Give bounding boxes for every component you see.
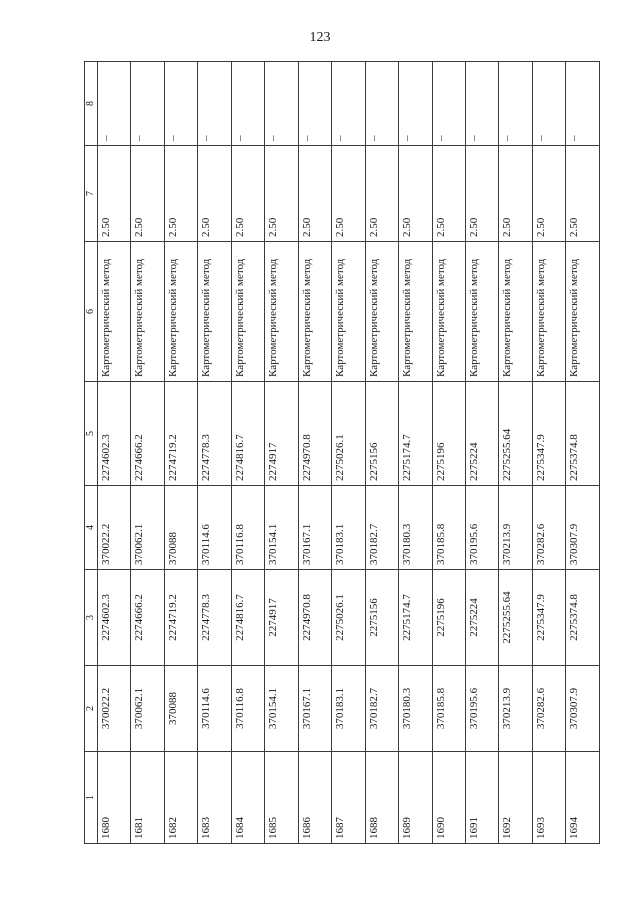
coordinate-cell: 2274666.2	[131, 570, 164, 666]
coordinate-cell: 2275347.9	[532, 570, 565, 666]
accuracy-cell: 2.50	[332, 146, 365, 242]
method-cell: Картометрический метод	[198, 242, 231, 382]
point-number-cell: 1688	[365, 752, 398, 844]
coordinate-cell: 2274602.3	[98, 570, 131, 666]
coordinate-cell: 2275374.8	[566, 570, 600, 666]
accuracy-cell: 2.50	[198, 146, 231, 242]
dash-cell: –	[98, 62, 131, 146]
point-number-cell: 1685	[265, 752, 298, 844]
coordinate-cell: 2274816.7	[231, 570, 264, 666]
coordinate-cell: 370154.1	[265, 666, 298, 752]
coordinate-cell: 2275255.64	[499, 570, 532, 666]
coordinate-cell: 370088	[164, 666, 197, 752]
method-cell: Картометрический метод	[131, 242, 164, 382]
table-header-row	[85, 62, 98, 844]
coordinate-cell: 2275026.1	[332, 570, 365, 666]
coordinate-cell: 370195.6	[465, 486, 498, 570]
dash-cell: –	[231, 62, 264, 146]
dash-cell: –	[432, 62, 465, 146]
coordinate-cell: 370213.9	[499, 486, 532, 570]
point-number-cell: 1694	[566, 752, 600, 844]
table-row	[131, 62, 164, 844]
coordinate-cell: 370062.1	[131, 486, 164, 570]
coordinate-cell: 370088	[164, 486, 197, 570]
header-cell: 2	[85, 666, 98, 752]
accuracy-cell: 2.50	[98, 146, 131, 242]
coordinate-cell: 370154.1	[265, 486, 298, 570]
coordinate-cell: 370116.8	[231, 486, 264, 570]
method-cell: Картометрический метод	[298, 242, 331, 382]
accuracy-cell: 2.50	[298, 146, 331, 242]
accuracy-cell: 2.50	[465, 146, 498, 242]
table-row	[365, 62, 398, 844]
coordinate-cell: 370213.9	[499, 666, 532, 752]
method-cell: Картометрический метод	[465, 242, 498, 382]
coordinate-cell: 370195.6	[465, 666, 498, 752]
accuracy-cell: 2.50	[265, 146, 298, 242]
table-row	[432, 62, 465, 844]
accuracy-cell: 2.50	[131, 146, 164, 242]
coordinate-cell: 2275224	[465, 382, 498, 486]
method-cell: Картометрический метод	[98, 242, 131, 382]
table-row	[499, 62, 532, 844]
page-number: 123	[309, 30, 331, 45]
method-cell: Картометрический метод	[432, 242, 465, 382]
coordinate-cell: 370116.8	[231, 666, 264, 752]
table-row	[566, 62, 600, 844]
coordinate-cell: 2274816.7	[231, 382, 264, 486]
accuracy-cell: 2.50	[532, 146, 565, 242]
coordinate-cell: 370114.6	[198, 666, 231, 752]
coordinate-cell: 2274719.2	[164, 382, 197, 486]
table-row	[198, 62, 231, 844]
header-cell: 1	[85, 752, 98, 844]
coordinate-cell: 2274970.8	[298, 382, 331, 486]
method-cell: Картометрический метод	[265, 242, 298, 382]
point-number-cell: 1682	[164, 752, 197, 844]
point-number-cell: 1686	[298, 752, 331, 844]
coordinate-cell: 2275026.1	[332, 382, 365, 486]
coordinate-cell: 370180.3	[399, 666, 432, 752]
coordinate-cell: 2274970.8	[298, 570, 331, 666]
method-cell: Картометрический метод	[365, 242, 398, 382]
point-number-cell: 1687	[332, 752, 365, 844]
coordinate-cell: 2275156	[365, 570, 398, 666]
method-cell: Картометрический метод	[332, 242, 365, 382]
point-number-cell: 1690	[432, 752, 465, 844]
coordinate-cell: 370062.1	[131, 666, 164, 752]
accuracy-cell: 2.50	[164, 146, 197, 242]
method-cell: Картометрический метод	[532, 242, 565, 382]
dash-cell: –	[198, 62, 231, 146]
coordinate-cell: 2275156	[365, 382, 398, 486]
coordinate-cell: 370022.2	[98, 666, 131, 752]
coordinate-cell: 2274778.3	[198, 382, 231, 486]
table-row	[399, 62, 432, 844]
coordinate-cell: 2275255.64	[499, 382, 532, 486]
coordinate-cell: 370182.7	[365, 486, 398, 570]
coordinate-cell: 370183.1	[332, 486, 365, 570]
table-rotation-wrapper	[84, 62, 600, 844]
point-number-cell: 1683	[198, 752, 231, 844]
dash-cell: –	[298, 62, 331, 146]
header-cell: 3	[85, 570, 98, 666]
rotated-table-frame	[84, 62, 600, 844]
header-cell: 6	[85, 242, 98, 382]
accuracy-cell: 2.50	[231, 146, 264, 242]
dash-cell: –	[566, 62, 600, 146]
coordinate-cell: 370114.6	[198, 486, 231, 570]
dash-cell: –	[332, 62, 365, 146]
table-row	[164, 62, 197, 844]
coordinate-cell: 370307.9	[566, 486, 600, 570]
method-cell: Картометрический метод	[164, 242, 197, 382]
coordinate-cell: 2275174.7	[399, 570, 432, 666]
point-number-cell: 1691	[465, 752, 498, 844]
point-number-cell: 1693	[532, 752, 565, 844]
point-number-cell: 1680	[98, 752, 131, 844]
dash-cell: –	[164, 62, 197, 146]
coordinate-cell: 2275374.8	[566, 382, 600, 486]
accuracy-cell: 2.50	[499, 146, 532, 242]
coordinate-cell: 2275174.7	[399, 382, 432, 486]
dash-cell: –	[465, 62, 498, 146]
point-number-cell: 1692	[499, 752, 532, 844]
point-number-cell: 1684	[231, 752, 264, 844]
coordinate-cell: 370182.7	[365, 666, 398, 752]
method-cell: Картометрический метод	[231, 242, 264, 382]
header-cell: 4	[85, 486, 98, 570]
table-row	[265, 62, 298, 844]
table-row	[532, 62, 565, 844]
accuracy-cell: 2.50	[399, 146, 432, 242]
coordinate-cell: 2274917	[265, 570, 298, 666]
dash-cell: –	[365, 62, 398, 146]
header-cell: 5	[85, 382, 98, 486]
accuracy-cell: 2.50	[566, 146, 600, 242]
coordinate-cell: 370022.2	[98, 486, 131, 570]
dash-cell: –	[532, 62, 565, 146]
coordinate-cell: 2275196	[432, 570, 465, 666]
header-cell: 7	[85, 146, 98, 242]
point-number-cell: 1681	[131, 752, 164, 844]
coordinate-cell: 370167.1	[298, 666, 331, 752]
dash-cell: –	[399, 62, 432, 146]
coordinate-cell: 370183.1	[332, 666, 365, 752]
coordinate-cell: 370185.8	[432, 666, 465, 752]
header-cell: 8	[85, 62, 98, 146]
coordinate-cell: 370167.1	[298, 486, 331, 570]
coordinates-table	[84, 61, 600, 844]
accuracy-cell: 2.50	[432, 146, 465, 242]
coordinate-cell: 370180.3	[399, 486, 432, 570]
table-row	[231, 62, 264, 844]
method-cell: Картометрический метод	[399, 242, 432, 382]
coordinate-cell: 2275224	[465, 570, 498, 666]
table-row	[98, 62, 131, 844]
point-number-cell: 1689	[399, 752, 432, 844]
dash-cell: –	[265, 62, 298, 146]
coordinate-cell: 2275196	[432, 382, 465, 486]
table-row	[298, 62, 331, 844]
coordinate-cell: 2274666.2	[131, 382, 164, 486]
dash-cell: –	[131, 62, 164, 146]
coordinate-cell: 2275347.9	[532, 382, 565, 486]
coordinate-cell: 370185.8	[432, 486, 465, 570]
table-row	[465, 62, 498, 844]
coordinate-cell: 370282.6	[532, 666, 565, 752]
table-row	[332, 62, 365, 844]
accuracy-cell: 2.50	[365, 146, 398, 242]
coordinate-cell: 2274719.2	[164, 570, 197, 666]
coordinate-cell: 2274917	[265, 382, 298, 486]
dash-cell: –	[499, 62, 532, 146]
method-cell: Картометрический метод	[566, 242, 600, 382]
coordinate-cell: 2274778.3	[198, 570, 231, 666]
coordinate-cell: 370307.9	[566, 666, 600, 752]
coordinate-cell: 2274602.3	[98, 382, 131, 486]
method-cell: Картометрический метод	[499, 242, 532, 382]
coordinate-cell: 370282.6	[532, 486, 565, 570]
